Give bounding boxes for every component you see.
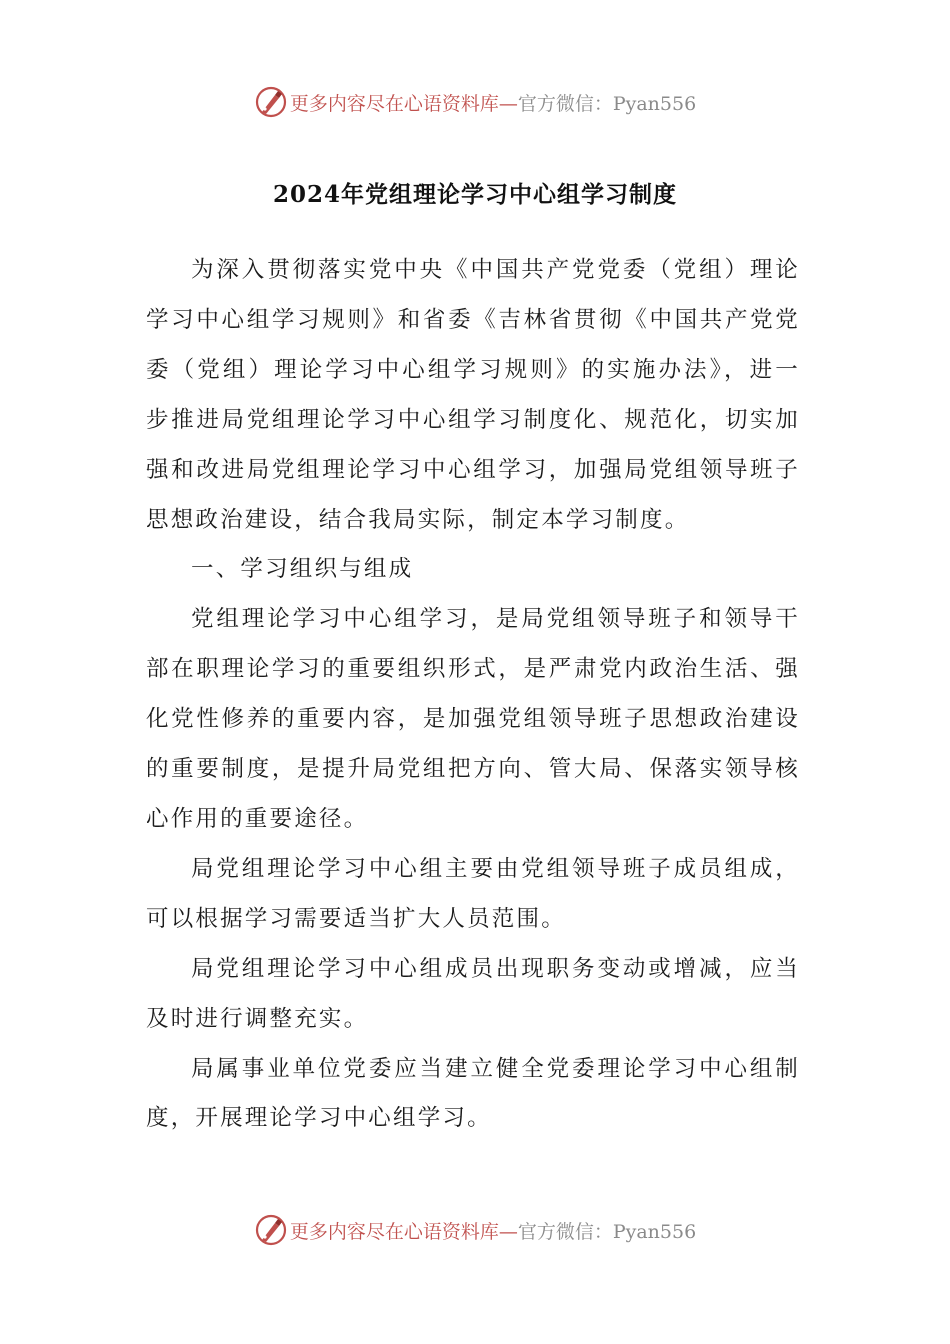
document-title: 2024年党组理论学习中心组学习制度 [272, 181, 677, 208]
paragraph: 党组理论学习中心组学习，是局党组领导班子和领导干部在职理论学习的重要组织形式，是严肃党内政治生活、强化党性修养的重要内容，是加强党组领导班子思想政治建设的重要制度，是提升局党组把方向、管大局、保落实领导核心作用的重要途径。 [146, 606, 800, 832]
banner-text: 更多内容尽在心语资料库—官方微信：Pyan556 [289, 1220, 697, 1243]
header-watermark-banner [0, 82, 950, 122]
paragraph-intro: 为深入贯彻落实党中央《中国共产党党委（党组）理论学习中心组学习规则》和省委《吉林省贯彻《中国共产党党委（党组）理论学习中心组学习规则》的实施办法》，进一步推进局党组理论学习中心组学习制度化、规范化，切实加强和改进局党组理论学习中心组学习，加强局党组领导班子思想政治建设，结合我局实际，制定本学习制度。 [146, 257, 800, 533]
banner-text: 更多内容尽在心语资料库—官方微信：Pyan556 [289, 92, 697, 115]
pen-nib-logo-icon [254, 85, 288, 119]
footer-watermark-banner [0, 1210, 950, 1250]
pen-nib-logo-icon [254, 1213, 288, 1247]
paragraph: 局属事业单位党委应当建立健全党委理论学习中心组制度，开展理论学习中心组学习。 [146, 1055, 800, 1132]
paragraph: 局党组理论学习中心组主要由党组领导班子成员组成，可以根据学习需要适当扩大人员范围。 [146, 855, 800, 932]
banner-contact: 官方微信：Pyan556 [517, 92, 697, 115]
section-heading: 一、学习组织与组成 [191, 556, 414, 583]
banner-contact: 官方微信：Pyan556 [517, 1220, 697, 1243]
document-body [146, 246, 800, 1144]
paragraph: 局党组理论学习中心组成员出现职务变动或增减，应当及时进行调整充实。 [146, 955, 800, 1032]
